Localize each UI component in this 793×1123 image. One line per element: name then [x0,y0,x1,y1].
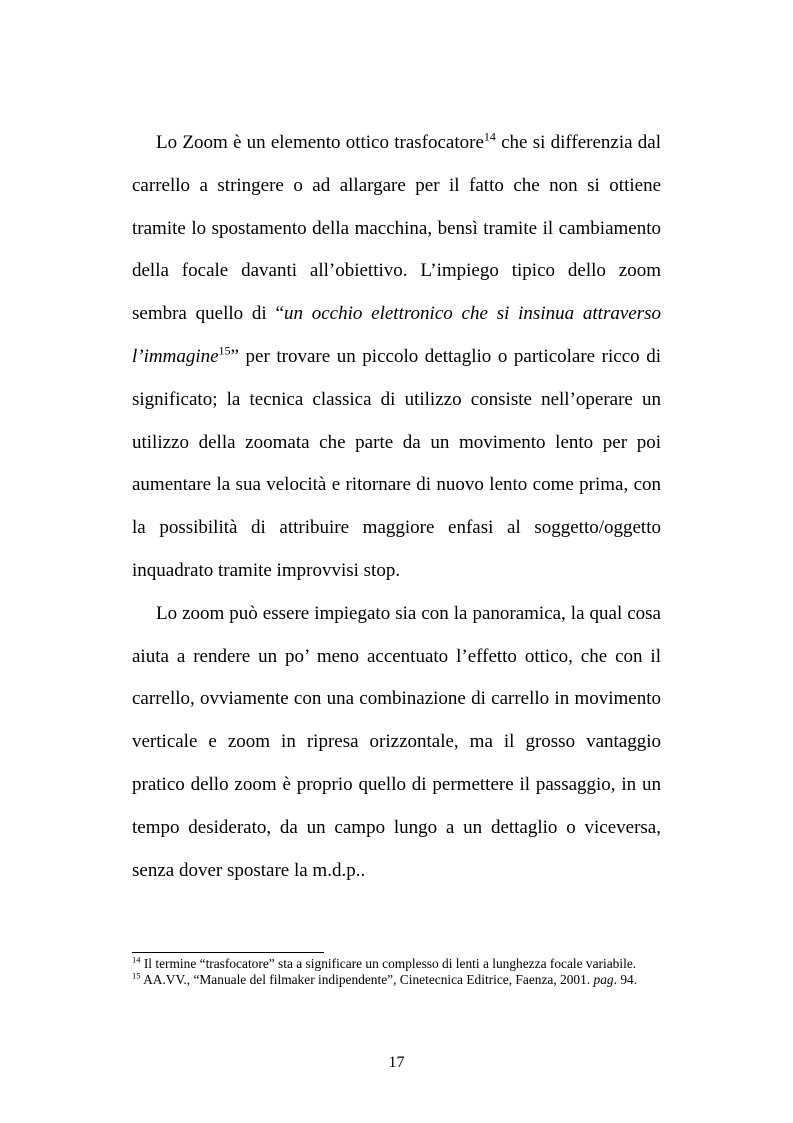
paragraph-text: che si differenzia dal carrello a stringere o ad allargare per il fatto che non si ottiene tramite lo spostamento della macchina, bensì tramite il cambiamento della focale davanti all’obiettivo. L’impiego tipico dello zoom sembra quello di “ [132,132,661,325]
footnotes [132,956,672,988]
footnote-number: 15 [132,970,141,981]
quoted-phrase: un occhio elettronico che si insinua attraverso l’immagine [132,303,661,367]
footnote-15 [132,972,672,988]
paragraph-zoom-definition [132,122,661,593]
page-number: 17 [388,1054,405,1071]
footnote-italic: pag [593,972,614,987]
paragraph-text: Lo Zoom è un elemento ottico trasfocatore [156,132,484,153]
footnote-number: 14 [132,954,141,965]
paragraph-zoom-usage: Lo zoom può essere impiegato sia con la panoramica, la qual cosa aiuta a rendere un po’ meno accentuato l’effetto ottico, che con il carrello, ovviamente con una combinazione di carrello in movimento verticale e zoom in ripresa orizzontale, ma il grosso vantaggio pratico dello zoom è proprio quello di permettere il passaggio, in un tempo desiderato, da un campo lungo a un dettaglio o viceversa, senza dover spostare la m.d.p.. [132,602,661,881]
footnote-ref-15[interactable]: 15 [218,343,231,358]
body-text [132,122,661,892]
footnote-separator [132,952,324,953]
footnote-text: AA.VV., “Manuale del filmaker indipendente”, Cinetecnica Editrice, Faenza, 2001. [140,972,594,987]
footnote-text: Il termine “trasfocatore” sta a significare un complesso di lenti a lunghezza focale variabile. [140,956,637,971]
paragraph-text: ” per trovare un piccolo dettaglio o particolare ricco di significato; la tecnica classica di utilizzo consiste nell’operare un utilizzo della zoomata che parte da un movimento lento per poi aumentare la sua velocità e ritornare di nuovo lento come prima, con la possibilità di attribuire maggiore enfasi al soggetto/oggetto inquadrato tramite improvvisi stop. [132,345,661,581]
footnote-ref-14[interactable]: 14 [483,129,496,144]
footnote-text: . 94. [613,972,638,987]
footnote-14 [132,956,672,972]
